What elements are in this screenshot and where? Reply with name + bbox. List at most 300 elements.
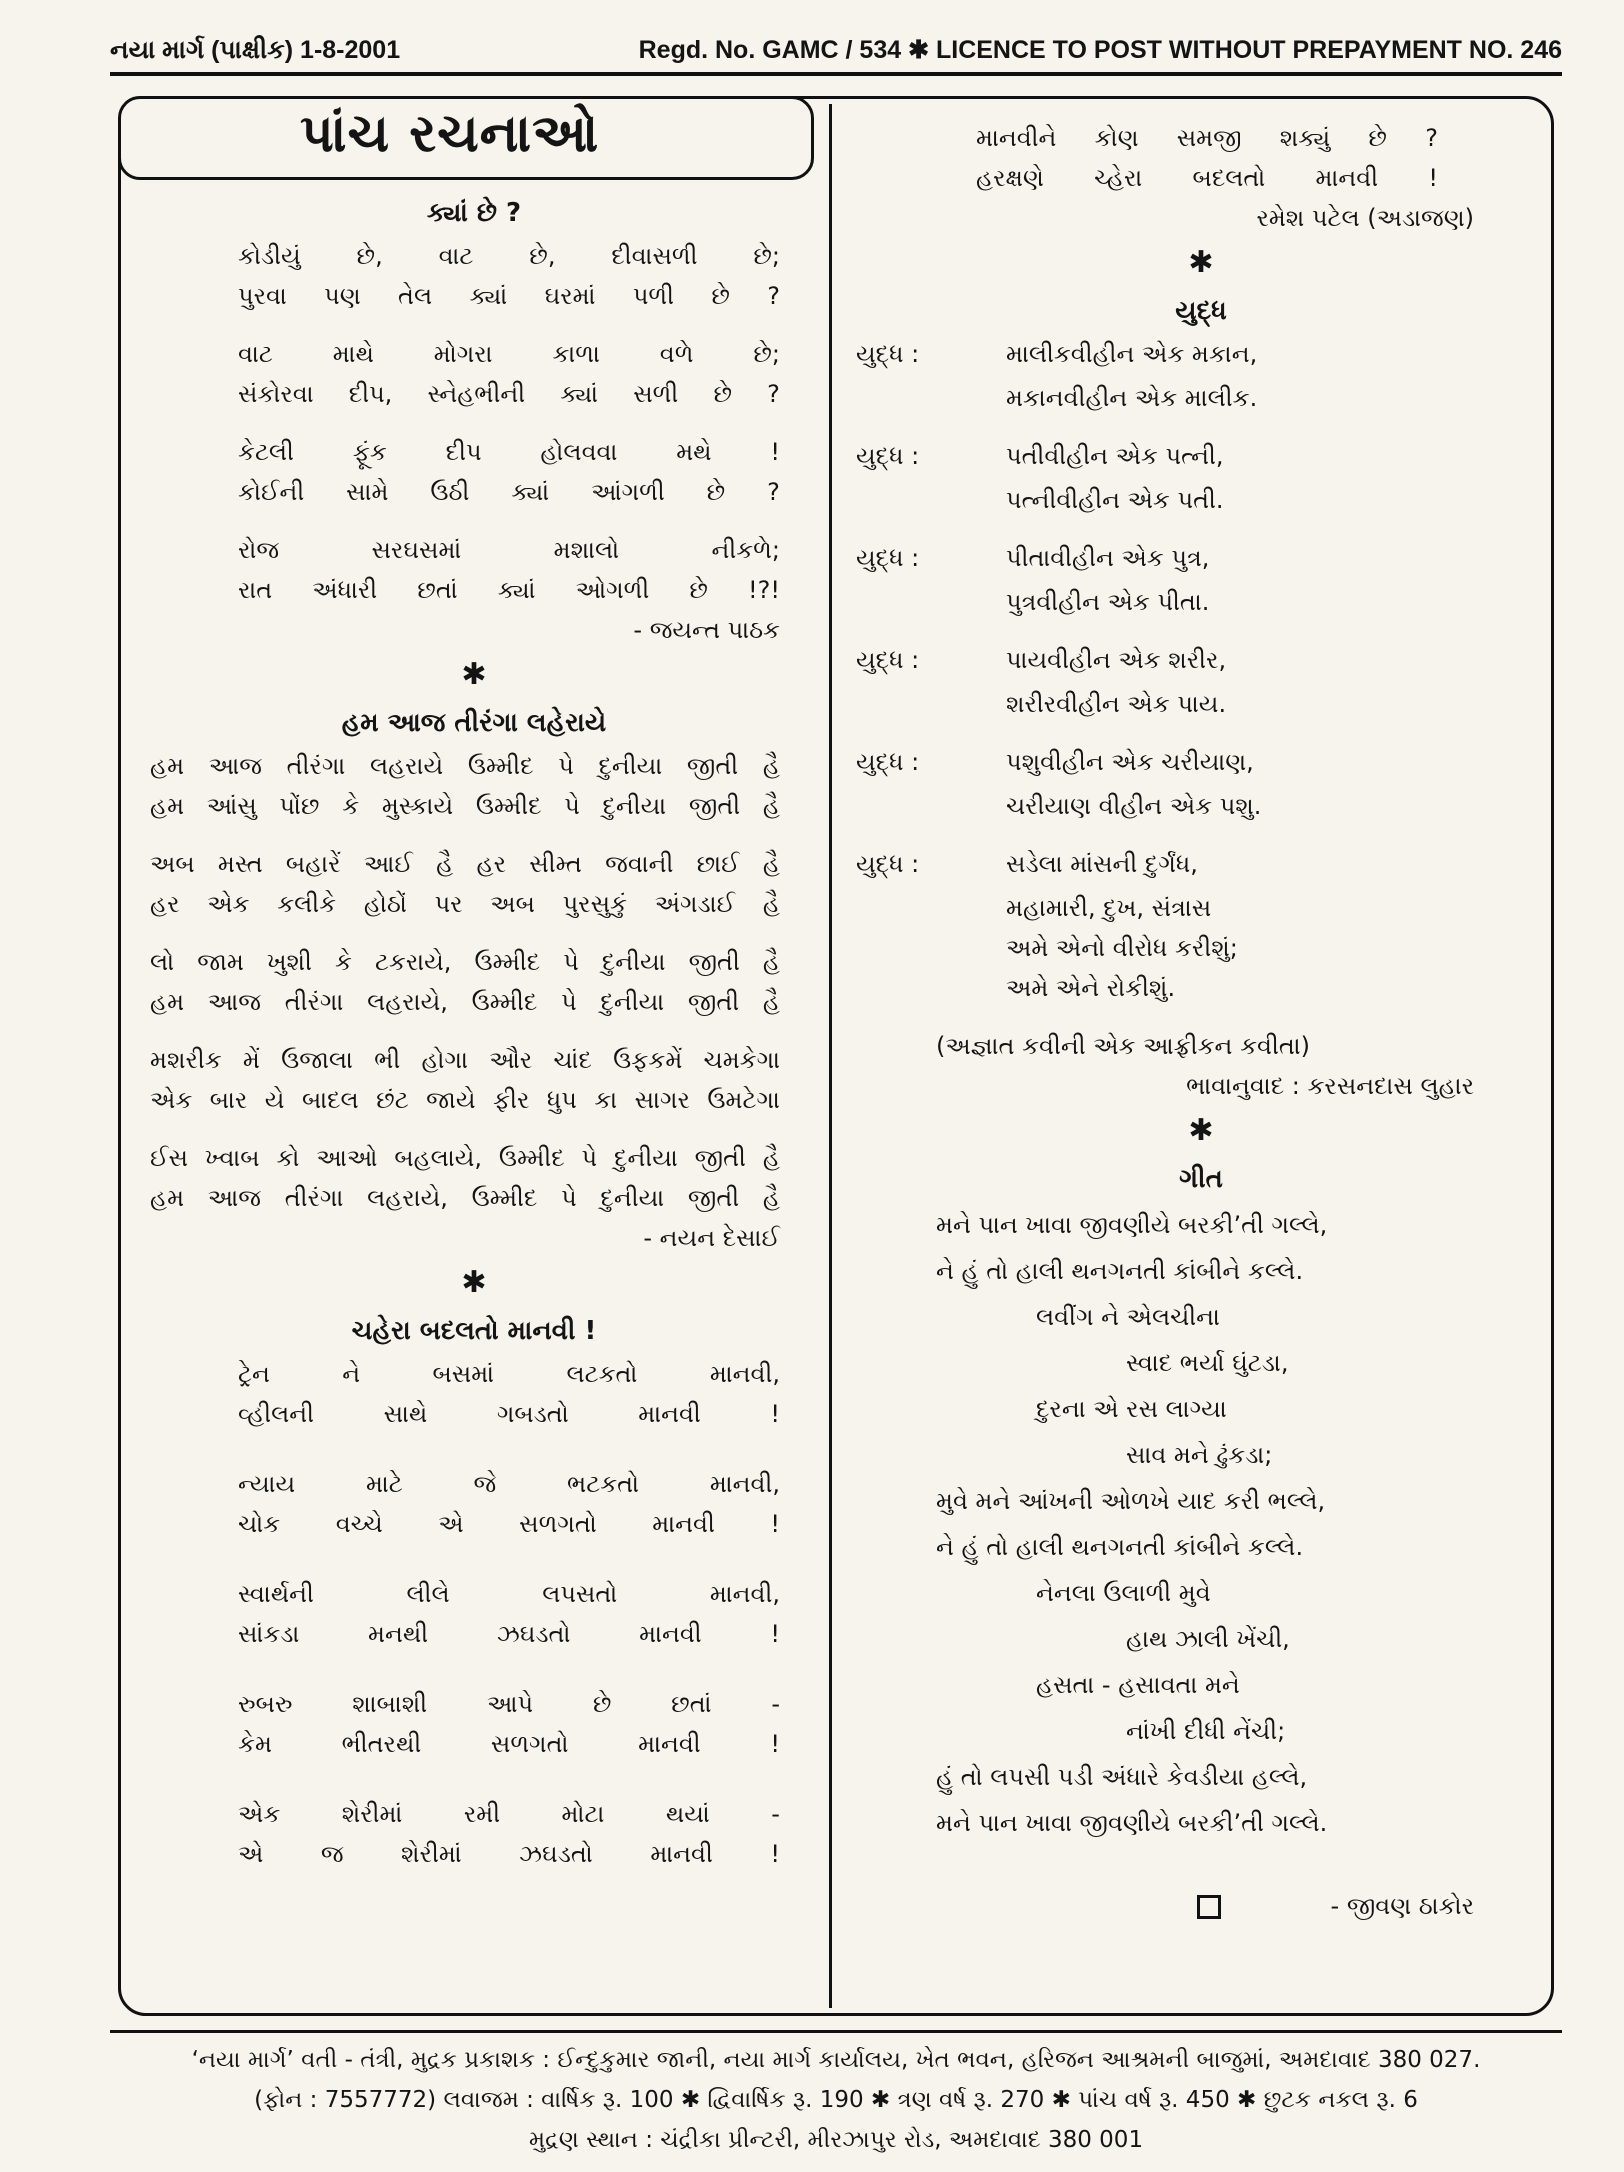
poem-word: અંગડાઈ <box>654 890 736 918</box>
poem4-text: અમે એને રોકીશું. <box>1006 974 1176 1002</box>
poem5-author: - જીવણ ઠાકોર <box>1330 1892 1474 1920</box>
poem-word: ખ્વાબ <box>204 1144 260 1172</box>
poem-word: સળગતો <box>490 1730 569 1758</box>
poem-word: ઝઘડતો <box>496 1620 571 1648</box>
poem-word: જીતી <box>688 792 741 820</box>
poem-line <box>976 118 1456 158</box>
poem5-title: ગીત <box>1179 1164 1223 1194</box>
poem-word: મશાલો <box>553 536 620 564</box>
poem-word: લીલે <box>406 1580 450 1608</box>
poem-word: હમ <box>150 988 185 1016</box>
poem-word: નીકળે; <box>711 536 780 564</box>
poem-word: હમ <box>150 752 185 780</box>
poem-line: ને હું તો હાલી થનગનતી કાંબીને કલ્લે. <box>936 1533 1304 1561</box>
poem4-note: (અજ્ઞાત કવીની એક આફ્રીકન કવીતા) <box>936 1032 1310 1060</box>
poem-word: લહરાયે <box>369 752 444 780</box>
separator-star: ✱ <box>1188 1113 1214 1148</box>
war-label: યુદ્ધ : <box>856 850 920 878</box>
poem-line <box>976 158 1456 198</box>
poem-word: અબ <box>150 850 195 878</box>
poem-word: રમી <box>463 1800 501 1828</box>
poem-word: છતાં <box>417 576 458 604</box>
poem4-body <box>856 334 1546 1026</box>
poem-line <box>150 1684 798 1724</box>
poem-word: સાગર <box>634 1086 690 1114</box>
poem5-body <box>856 1202 1546 1846</box>
stanza-gap <box>150 924 798 942</box>
page-footer <box>110 2040 1562 2160</box>
poem-word: ખુશી <box>266 948 312 976</box>
poem-word: માનવી <box>639 1620 702 1648</box>
poem-word: જીતી <box>688 948 740 976</box>
stanza-gap <box>150 316 798 334</box>
stanza-gap <box>856 724 1546 742</box>
poem-word: ! <box>770 1510 780 1538</box>
poem-line: દુરના એ રસ લાગ્યા <box>1036 1395 1227 1423</box>
stanza-gap <box>856 1008 1546 1026</box>
poem-word: કોડીયું <box>238 242 301 270</box>
poem-word: હોઠોં <box>363 890 407 918</box>
poem-word: વાટ <box>238 340 273 368</box>
poem-line <box>150 530 798 570</box>
poem4-author: ભાવાનુવાદ : કરસનદાસ લુહાર <box>1186 1072 1474 1100</box>
poem-word: હૈ <box>762 948 780 976</box>
poem-word: કોણ <box>1094 124 1139 152</box>
poem-word: દુનીયા <box>602 792 667 820</box>
poem-line <box>150 1834 798 1874</box>
header-rule <box>110 72 1562 76</box>
poem-line <box>150 1040 798 1080</box>
poem-word: પે <box>563 948 579 976</box>
poem-word: છે <box>713 380 732 408</box>
poem-word: હૈ <box>762 890 780 918</box>
poem-word: સળગતો <box>519 1510 597 1538</box>
poem-word: ઝઘડતો <box>519 1840 593 1868</box>
poem-word: મોટા <box>561 1800 605 1828</box>
poem-word: ! <box>770 1620 780 1648</box>
poem-word: ક્યાં <box>469 282 508 310</box>
poem-word: બહલાયે, <box>394 1144 482 1172</box>
poem-line <box>150 472 798 512</box>
poem-line <box>150 1354 798 1394</box>
poem-word: લટકતો <box>566 1360 638 1388</box>
poem-word: આજ <box>208 752 262 780</box>
poem-word: ઉમ્મીદ <box>471 1184 538 1212</box>
poem2-body <box>150 746 798 1218</box>
poem-word: - <box>771 1690 780 1718</box>
poem-word: જીતી <box>687 988 740 1016</box>
poem-word: કાળા <box>552 340 600 368</box>
poem-word: દીપ <box>445 438 482 466</box>
poem-word: વાટ <box>438 242 474 270</box>
poem-word: આંસુ <box>206 792 257 820</box>
poem-word: શેરીમાં <box>341 1800 403 1828</box>
poem-word: આજ <box>207 1184 261 1212</box>
poem-word: ઓગળી <box>575 576 650 604</box>
stanza-gap <box>150 1764 798 1794</box>
poem-word: કેમ <box>238 1730 272 1758</box>
poem-word: ઉમટેગા <box>707 1086 780 1114</box>
poem-word: હૈ <box>762 792 780 820</box>
poem-word: દુનીયા <box>600 988 665 1016</box>
poem-word: ? <box>767 380 780 408</box>
poem-word: જામ <box>197 948 244 976</box>
right-column <box>856 118 1546 1920</box>
poem-word: છે; <box>753 340 780 368</box>
poem-word: આપે <box>486 1690 534 1718</box>
poem-word: ક્યાં <box>497 576 536 604</box>
footer-publisher: ‘નયા માર્ગ’ વતી - તંત્રી, મુદ્રક પ્રકાશક : ઈન્દુકુમાર જાની, નયા માર્ગ કાર્યાલય, ખેત ભવન, હરિજન આશ્રમની બાજુમાં, અમદાવાદ 380 027. <box>191 2047 1481 2073</box>
poem-word: ! <box>770 1840 780 1868</box>
poem-word: માથે <box>332 340 374 368</box>
poem-word: - <box>771 1800 780 1828</box>
poem-word: થયાં <box>665 1800 710 1828</box>
poem-line <box>856 684 1546 724</box>
poem-word: ઉમ્મીદ <box>467 752 534 780</box>
poem-word: ઉઠી <box>430 478 470 506</box>
poem-word: હમ <box>150 792 185 820</box>
poem-word: ઔર <box>489 1046 533 1074</box>
poem2-title: હમ આજ તીરંગા લહેરાયે <box>341 708 607 738</box>
footer-rule <box>110 2030 1562 2033</box>
poem-word: તીરંગા <box>284 988 344 1016</box>
poem-word: સાંકડા <box>238 1620 300 1648</box>
poem-line <box>856 334 1546 378</box>
poem-line <box>856 888 1546 928</box>
poem-word: હર <box>476 850 506 878</box>
poem-line <box>150 1138 798 1178</box>
poem-line <box>856 640 1546 684</box>
poem-line <box>150 1394 798 1434</box>
poem-line <box>856 786 1546 826</box>
poem-line <box>150 844 798 884</box>
poem-word: હૈ <box>762 850 780 878</box>
stanza-gap <box>856 826 1546 844</box>
poem-word: મોગરા <box>433 340 493 368</box>
poem-word: પે <box>561 1184 577 1212</box>
poem-word: ઉજાલા <box>281 1046 353 1074</box>
poem4-text: અમે એનો વીરોધ કરીશું; <box>1006 934 1238 962</box>
poem4-text: માલીકવીહીન એક મકાન, <box>1006 340 1258 368</box>
poem-word: વચ્ચે <box>335 1510 383 1538</box>
poem-word: મનથી <box>368 1620 429 1648</box>
poem4-text: પત્નીવીહીન એક પતી. <box>1006 486 1224 514</box>
stanza-gap <box>150 1434 798 1464</box>
poem3-author: રમેશ પટેલ (અડાજણ) <box>1256 204 1474 232</box>
end-square-icon <box>1197 1895 1221 1919</box>
poem-line <box>150 1080 798 1120</box>
poem4-text: પીતાવીહીન એક પુત્ર, <box>1006 544 1210 572</box>
poem-word: ! <box>770 438 780 466</box>
poem-word: ગબડતો <box>496 1400 569 1428</box>
poem4-text: મહામારી, દુખ, સંત્રાસ <box>1006 894 1212 922</box>
poem-word: બાદલ <box>301 1086 359 1114</box>
poem-line <box>856 378 1546 418</box>
poem-line <box>150 1794 798 1834</box>
stanza-gap <box>856 418 1546 436</box>
poem-word: સરઘસમાં <box>371 536 462 564</box>
footer-printer: મુદ્રણ સ્થાન : ચંદ્રીકા પ્રીન્ટરી, મીરઝાપુર રોડ, અમદાવાદ 380 001 <box>528 2127 1144 2153</box>
poem-line: મને પાન ખાવા જીવણીયે બરકી’તી ગલ્લે. <box>936 1809 1328 1837</box>
separator-star: ✱ <box>461 1265 487 1300</box>
poem-word: તીરંગા <box>286 752 346 780</box>
poem-word: શાબાશી <box>352 1690 428 1718</box>
poem-line <box>856 844 1546 888</box>
poem-word: જે <box>473 1470 497 1498</box>
poem-line <box>150 236 798 276</box>
poem-word: જવાની <box>605 850 674 878</box>
poem-word: તેલ <box>398 282 433 310</box>
poem-word: માનવી, <box>709 1360 780 1388</box>
poem-word: પળી <box>632 282 674 310</box>
poem-word: આંગળી <box>591 478 665 506</box>
poem-line <box>150 942 798 982</box>
poem4-text: સડેલા માંસની દુર્ગંધ, <box>1006 850 1198 878</box>
poem-word: આઓ <box>316 1144 378 1172</box>
poem-word: છે; <box>753 242 780 270</box>
poem-word: મેં <box>242 1046 260 1074</box>
poem-word: હૈ <box>762 1144 780 1172</box>
poem-word: દીવાસળી <box>611 242 698 270</box>
poem-word: ચોક <box>238 1510 281 1538</box>
poem-line <box>856 742 1546 786</box>
poem-word: હૈ <box>436 850 454 878</box>
poem-line <box>856 436 1546 480</box>
poem-word: માનવી, <box>709 1470 780 1498</box>
poem-word: એક <box>207 890 250 918</box>
poem1-author: - જયન્ત પાઠક <box>633 616 780 644</box>
poem-word: બદલતો <box>1192 164 1266 192</box>
poem3-title: ચહેરા બદલતો માનવી ! <box>351 1316 597 1346</box>
poem-word: ! <box>1428 164 1438 192</box>
poem-word: માનવી <box>638 1730 701 1758</box>
poem-word: ટકરાયે, <box>374 948 452 976</box>
poem-word: તીરંગા <box>284 1184 344 1212</box>
poem-word: એ <box>438 1510 464 1538</box>
poem-word: દુનીયા <box>600 1184 665 1212</box>
poem-word: એ <box>238 1840 264 1868</box>
poem-word: જાયે <box>426 1086 476 1114</box>
poem-word: ઉમ્મીદ <box>498 1144 565 1172</box>
poem-word: ! <box>770 1400 780 1428</box>
poem-word: મથે <box>676 438 712 466</box>
poem-word: કે <box>334 948 352 976</box>
poem-line: નાંખી દીધી નેંચી; <box>1126 1717 1286 1745</box>
poem-line: ને હું તો હાલી થનગનતી કાંબીને કલ્લે. <box>936 1257 1304 1285</box>
poem-word: અંધારી <box>312 576 378 604</box>
poem-word: પે <box>564 792 580 820</box>
poem-word: એક <box>238 1800 281 1828</box>
poem-word: હોગા <box>421 1046 468 1074</box>
poem-word: કા <box>594 1086 618 1114</box>
poem-word: ઉફકમેં <box>613 1046 683 1074</box>
poem-word: સંકોરવા <box>238 380 314 408</box>
poem3-body <box>150 1354 798 1874</box>
poem-word: કોઈની <box>238 478 305 506</box>
poem-word: દુનીયા <box>614 1144 678 1172</box>
poem-word: ફીર <box>492 1086 530 1114</box>
war-label: યુદ્ધ : <box>856 646 920 674</box>
poem-line <box>856 582 1546 622</box>
poem-word: હૈ <box>762 988 780 1016</box>
poem-line: સાવ મને ઢુંકડા; <box>1126 1441 1273 1469</box>
poem-word: જ <box>320 1840 344 1868</box>
poem-word: પે <box>558 752 574 780</box>
poem-word: ચ્હેરા <box>1094 164 1143 192</box>
poem-word: ? <box>767 478 780 506</box>
poem5-author-row <box>856 1846 1546 1920</box>
poem-line <box>150 1724 798 1764</box>
poem-word: છે, <box>529 242 556 270</box>
poem-line <box>856 480 1546 520</box>
poem-word: માનવી, <box>709 1580 780 1608</box>
header-issue-date: નયા માર્ગ (પાક્ષીક) 1-8-2001 <box>110 35 401 64</box>
poem-word: હૈ <box>762 1184 780 1212</box>
poem-line <box>150 746 798 786</box>
poem-word: હરક્ષણે <box>976 164 1044 192</box>
poem-word: ? <box>1425 124 1438 152</box>
poem-word: અબ <box>490 890 535 918</box>
poem-line <box>150 334 798 374</box>
poem4-text: પતીવીહીન એક પત્ની, <box>1006 442 1224 470</box>
poem-word: કેટલી <box>238 438 294 466</box>
poem-line <box>150 786 798 826</box>
poem-word: પણ <box>324 282 361 310</box>
poem-word: !?! <box>747 576 780 604</box>
poem-word: છે <box>689 576 708 604</box>
poem-word: ને <box>342 1360 361 1388</box>
poem-word: ચાંદ <box>553 1046 592 1074</box>
poem4-text: પશુવીહીન એક ચરીયાણ, <box>1006 748 1254 776</box>
stanza-gap <box>150 512 798 530</box>
war-label: યુદ્ધ : <box>856 340 920 368</box>
poem-word: માનવી <box>652 1510 715 1538</box>
poem-word: સળી <box>633 380 679 408</box>
page-header <box>110 30 1562 70</box>
poem-word: હર <box>150 890 180 918</box>
war-label: યુદ્ધ : <box>856 544 920 572</box>
poem4-text: શરીરવીહીન એક પાય. <box>1006 690 1227 718</box>
poem3-continued <box>856 118 1546 198</box>
poem-word: મસ્ત <box>217 850 263 878</box>
poem-line <box>150 1614 798 1654</box>
poem-word: ઉમ્મીદ <box>474 948 541 976</box>
war-label: યુદ્ધ : <box>856 442 920 470</box>
stanza-gap <box>150 414 798 432</box>
poem4-text: પુત્રવીહીન એક પીતા. <box>1006 588 1210 616</box>
stanza-gap <box>150 826 798 844</box>
poem-word: સાથે <box>383 1400 428 1428</box>
header-registration: Regd. No. GAMC / 534 ✱ LICENCE TO POST WITHOUT PREPAYMENT NO. 246 <box>638 36 1562 64</box>
poem-word: ન્યાય <box>238 1470 296 1498</box>
poem-word: ક્યાં <box>560 380 599 408</box>
poem-word: પર <box>434 890 463 918</box>
poem4-text: મકાનવીહીન એક માલીક. <box>1006 384 1258 412</box>
poem-word: માનવી <box>650 1840 713 1868</box>
poem-word: દીપ, <box>348 380 393 408</box>
poem-line: હસતા - હસાવતા મને <box>1036 1671 1240 1699</box>
poem-line <box>856 928 1546 968</box>
separator-star: ✱ <box>1188 245 1214 280</box>
poem1-title: ક્યાં છે ? <box>426 198 522 228</box>
poem-word: છંટ <box>376 1086 409 1114</box>
poem-word: લો <box>150 948 175 976</box>
poem-word: રોજ <box>238 536 280 564</box>
poem-word: શક્યું <box>1279 124 1331 152</box>
poem-word: છતાં <box>671 1690 712 1718</box>
poem-word: છાઈ <box>696 850 740 878</box>
poem-word: હૈ <box>762 752 780 780</box>
stanza-gap <box>150 1120 798 1138</box>
poem-line: નેનલા ઉલાળી મુવે <box>1036 1579 1211 1607</box>
poem-word: ચમકેગા <box>703 1046 780 1074</box>
poem-word: એક <box>150 1086 193 1114</box>
poem-word: છે <box>592 1690 612 1718</box>
poem-word: સીમ્ત <box>529 850 582 878</box>
poem-line <box>150 1504 798 1544</box>
poem-word: ભી <box>374 1046 401 1074</box>
column-divider <box>829 104 832 2008</box>
poem-word: મુસ્કાયે <box>381 792 454 820</box>
poem-word: વ્હીલની <box>238 1400 315 1428</box>
poem-word: હોલવવા <box>540 438 618 466</box>
poem-line <box>150 570 798 610</box>
stanza-gap <box>150 1544 798 1574</box>
poem-word: છે <box>1368 124 1387 152</box>
poem-line: હાથ ઝાલી ખેંચી, <box>1126 1625 1290 1653</box>
poem-word: રુબરુ <box>238 1690 293 1718</box>
poem-word: ! <box>770 1730 780 1758</box>
poem-word: કે <box>342 792 360 820</box>
poem-word: કો <box>276 1144 300 1172</box>
poem-word: વળે <box>659 340 694 368</box>
poem-line <box>856 968 1546 1008</box>
poem-word: જીતી <box>686 752 739 780</box>
poem-word: ક્યાં <box>511 478 550 506</box>
poem-word: ફૂંક <box>352 438 387 466</box>
poem-line <box>150 884 798 924</box>
poem-word: સમજી <box>1176 124 1242 152</box>
poem4-text: ચરીયાણ વીહીન એક પશુ. <box>1006 792 1262 820</box>
footer-subscription: (ફોન : 7557772) લવાજમ : વાર્ષિક રૂ. 100 ✱ દ્વિવાર્ષિક રૂ. 190 ✱ ત્રણ વર્ષ રૂ. 270 ✱ પાંચ વર્ષ રૂ. 450 ✱ છુટક નકલ રૂ. 6 <box>254 2087 1418 2113</box>
poem1-body <box>150 236 798 610</box>
poem-word: રાત <box>238 576 273 604</box>
poem-word: કલીકે <box>277 890 337 918</box>
page-title: પાંચ રચનાઓ <box>300 104 600 164</box>
war-label: યુદ્ધ : <box>856 748 920 776</box>
poem-word: આઈ <box>363 850 413 878</box>
poem-line <box>150 276 798 316</box>
poem-word: ભટકતો <box>567 1470 640 1498</box>
poem-word: શેરીમાં <box>401 1840 462 1868</box>
poem-word: પુરવા <box>238 282 287 310</box>
poem-word: બહારેં <box>285 850 341 878</box>
poem-word: પુરસુકું <box>562 890 627 918</box>
poem-word: સામે <box>346 478 389 506</box>
poem-word: સ્વાર્થની <box>238 1580 314 1608</box>
poem-word: લપસતો <box>542 1580 618 1608</box>
poem-word: દુનીયા <box>601 948 666 976</box>
poem-word: હમ <box>150 1184 185 1212</box>
poem-line: લવીંગ ને એલચીના <box>1036 1303 1220 1331</box>
poem-word: માનવી <box>638 1400 701 1428</box>
poem-word: ઘરમાં <box>544 282 596 310</box>
poem-word: ટ્રેન <box>238 1360 270 1388</box>
poem-word: માનવી <box>1315 164 1379 192</box>
poem-word: પે <box>581 1144 598 1172</box>
poem-line <box>150 432 798 472</box>
poem-word: ઈસ <box>150 1144 188 1172</box>
